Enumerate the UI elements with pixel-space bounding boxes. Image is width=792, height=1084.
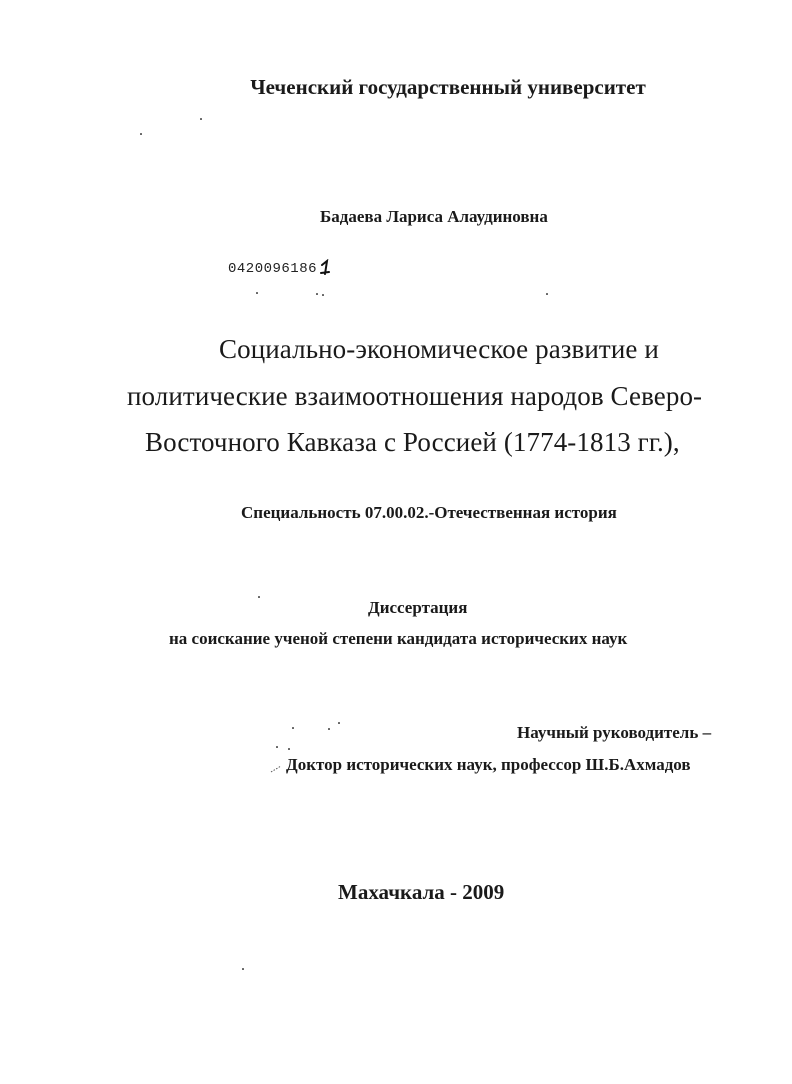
dissertation-title-line-3: Восточного Кавказа с Россией (1774-1813 гг.),: [145, 427, 680, 457]
handwritten-digit-mark: [319, 259, 331, 275]
degree-statement: на соискание ученой степени кандидата исторических наук: [169, 629, 628, 648]
scan-speck: [546, 293, 548, 295]
supervisor-label: Научный руководитель –: [517, 723, 712, 742]
university-name: Чеченский государственный университет: [250, 75, 646, 99]
place-and-year: Махачкала - 2009: [338, 880, 505, 904]
scan-mark: [270, 764, 284, 774]
scan-speck: [288, 748, 290, 750]
specialty: Специальность 07.00.02.-Отечественная история: [241, 503, 617, 522]
author-name: Бадаева Лариса Алаудиновна: [320, 207, 548, 226]
scan-speck: [316, 293, 318, 295]
dissertation-title-line-2: политические взаимоотношения народов Северо-: [127, 381, 703, 411]
scan-speck: [200, 118, 202, 120]
dissertation-label: Диссертация: [368, 598, 468, 617]
scan-speck: [328, 728, 330, 730]
scan-speck: [256, 292, 258, 294]
dissertation-title-line-1: Социально-экономическое развитие и: [219, 334, 659, 364]
scan-speck: [338, 722, 340, 724]
archive-number-text: 0420096186: [228, 261, 318, 277]
scan-speck: [322, 294, 324, 296]
scan-speck: [292, 727, 294, 729]
scan-speck: [276, 746, 278, 748]
scan-speck: [242, 968, 244, 970]
supervisor-name: Доктор исторических наук, профессор Ш.Б.Ахмадов: [286, 755, 691, 774]
archive-number: [228, 262, 317, 276]
scan-speck: [140, 133, 142, 135]
scan-speck: [258, 596, 260, 598]
